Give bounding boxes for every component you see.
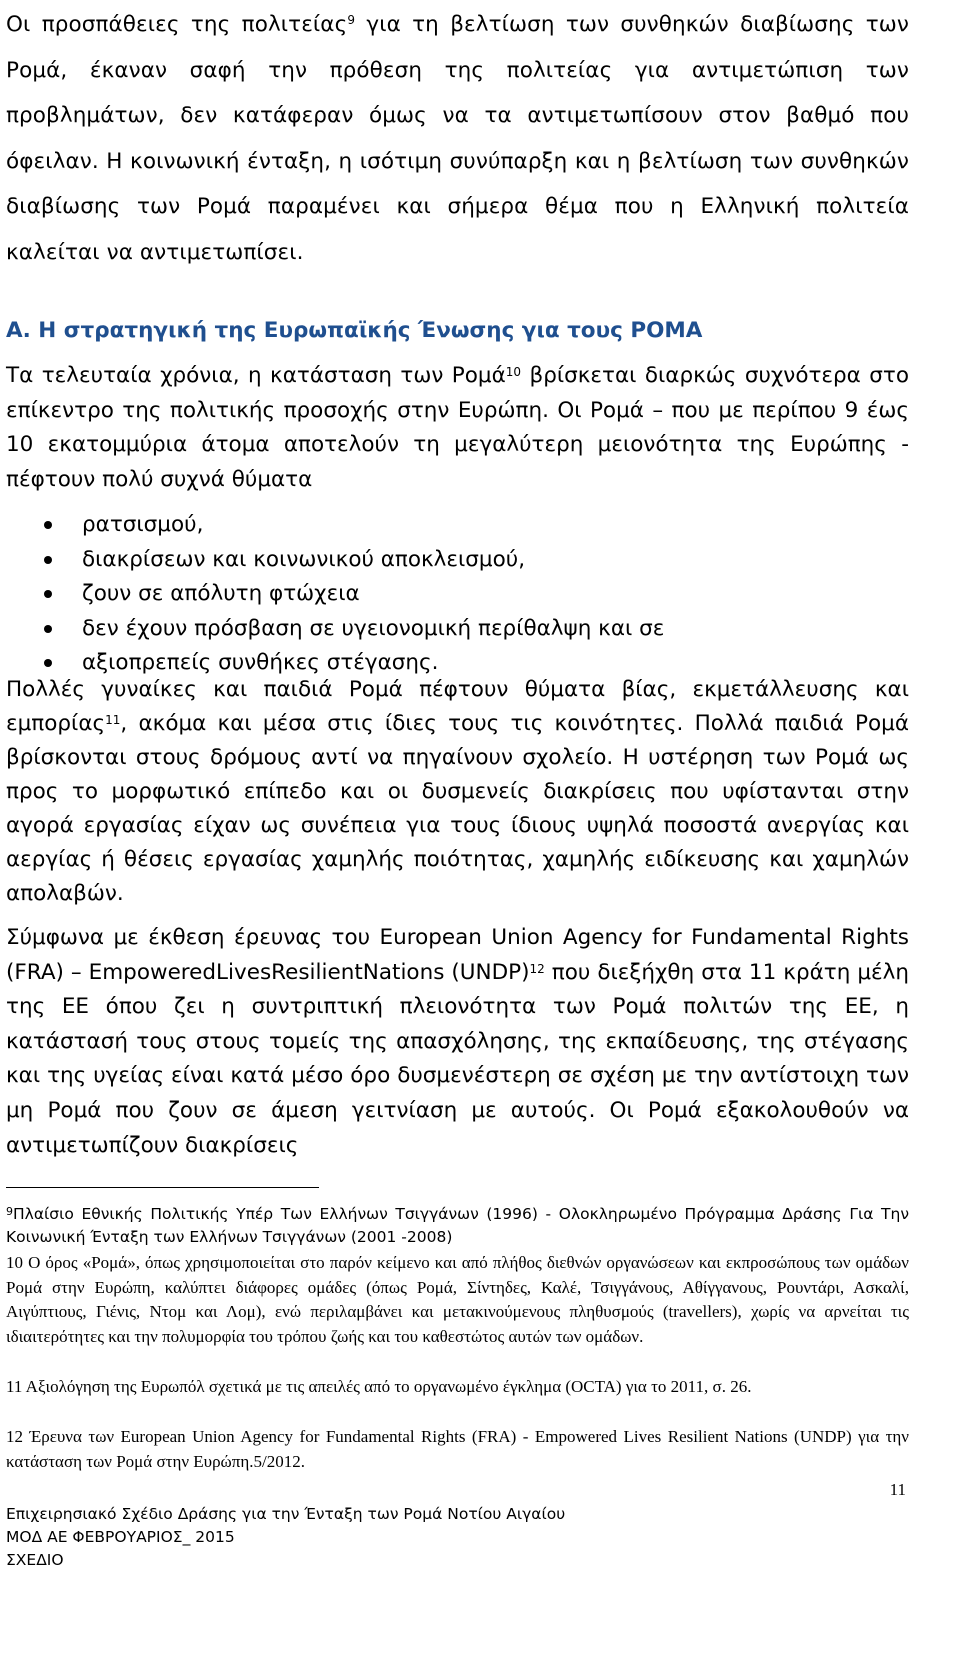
footnote-ref-11[interactable]: 11	[105, 713, 121, 727]
footnote-ref-12[interactable]: 12	[529, 961, 545, 976]
footnote-ref-10[interactable]: 10	[505, 365, 522, 379]
footnote-12: 12 Έρευνα των European Union Agency for Fundamental Rights (FRA) - Empowered Lives Resilient Nations (UNDP) για την κατάσταση των Ρομά στην Ευρώπη.5/2012.	[6, 1427, 909, 1471]
paragraph-fra-survey-text-b: που διεξήχθη στα 11 κράτη μέλη της ΕΕ όπου ζει η συντριπτική πλειονότητα των Ρομά πολιτών της ΕΕ, η κατάστασή τους στους τομείς της απασχόλησης, της εκπαίδευσης, της στέγασης και της υγείας είναι κατά μέσο όρο δυσμενέστερη σε σχέση με την αντίστοιχη των μη Ρομά που ζουν σε άμεση γειτνίαση με αυτούς. Οι Ρομά εξακολουθούν να αντιμετωπίζουν διακρίσεις	[6, 959, 909, 1158]
footnote-ref-9[interactable]: 9	[347, 13, 356, 27]
victim-bullet-list	[6, 508, 909, 681]
footnote-separator	[6, 1187, 319, 1188]
bullet-dot-icon	[44, 521, 52, 529]
paragraph-intro-text-b: για τη βελτίωση των συνθηκών διαβίωσης των Ρομά, έκαναν σαφή την πρόθεση της πολιτείας για αντιμετώπιση των προβλημάτων, δεν κατάφεραν όμως να τα αντιμετωπίσουν στον βαθμό που όφειλαν. Η κοινωνική ένταξη, η ισότιμη συνύπαρξη και η βελτίωση των συνθηκών διαβίωσης των Ρομά παραμένει και σήμερα θέμα που η Ελληνική πολιτεία καλείται να αντιμετωπίσει.	[6, 12, 909, 265]
paragraph-women-children-text-b: , ακόμα και μέσα στις ίδιες τους τις κοινότητες. Πολλά παιδιά Ρομά βρίσκονται στους δρόμους αντί να πηγαίνουν σχολείο. Η υστέρηση των Ρομά ως προς το μορφωτικό επίπεδο και οι δυσμενείς διακρίσεις που υφίστανται στην αγορά εργασίας είχαν ως συνέπεια για τους ίδιους υψηλά ποσοστά ανεργίας και αεργίας ή θέσεις εργασίας χαμηλής ποιότητας, χαμηλής ειδίκευσης και χαμηλών απολαβών.	[6, 711, 909, 906]
list-item	[6, 508, 909, 543]
paragraph-fra-survey	[6, 921, 909, 1163]
footnote-9-marker: 9	[6, 1205, 13, 1218]
section-heading: Α. Η στρατηγική της Ευρωπαϊκής Ένωσης για τους ΡΟΜΑ	[6, 318, 703, 343]
list-item-text: ρατσισμού,	[82, 512, 204, 537]
bullet-dot-icon	[44, 590, 52, 598]
list-item-text: δεν έχουν πρόσβαση σε υγειονομική περίθαλψη και σε	[82, 615, 665, 641]
paragraph-intro	[6, 2, 909, 276]
footer-line-title: Επιχειρησιακό Σχέδιο Δράσης για την Ένταξη των Ρομά Νοτίου Αιγαίου	[6, 1505, 566, 1523]
paragraph-eu-strategy-text-b: βρίσκεται διαρκώς συχνότερα στο επίκεντρο της πολιτικής προσοχής στην Ευρώπη. Οι Ρομά – που με περίπου 9 έως 10 εκατομμύρια άτομα αποτελούν τη μεγαλύτερη μειονότητα της Ευρώπης - πέφτουν πολύ συχνά θύματα	[6, 363, 910, 492]
footer-line-status: ΣΧΕΔΙΟ	[6, 1551, 64, 1569]
paragraph-women-children	[6, 673, 909, 911]
footnote-10: 10 Ο όρος «Ρομά», όπως χρησιμοποιείται στο παρόν κείμενο και από πλήθος διεθνών οργανώσεων και εκπροσώπους των ομάδων Ρομά στην Ευρώπη, καλύπτει διάφορες ομάδες (όπως Ρομά, Σίντηδες, Καλέ, Τσιγγάνους, Αθίγγανους, Ρουντάρι, Ασκαλί, Αιγύπτιους, Γιένις, Ντομ και Λομ), ενώ περιλαμβάνει και μετακινούμενους πληθυσμούς (travellers), χωρίς να αρνείται τις ιδιαιτερότητες και την πολυμορφία του τρόπου ζωής και του καθεστώτος αυτών των ομάδων.	[6, 1253, 909, 1346]
footer-line-date: ΜΟΔ ΑΕ ΦΕΒΡΟΥΑΡΙΟΣ_ 2015	[6, 1528, 235, 1546]
list-item-text: διακρίσεων και κοινωνικού αποκλεισμού,	[82, 546, 526, 572]
list-item-text: ζουν σε απόλυτη φτώχεια	[82, 581, 360, 607]
paragraph-intro-text-a: Οι προσπάθειες της πολιτείας	[6, 12, 348, 37]
footnote-11: 11 Αξιολόγηση της Ευρωπόλ σχετικά με τις απειλές από το οργανωμένο έγκλημα (OCTA) για το 2011, σ. 26.	[6, 1377, 752, 1396]
paragraph-women-children-text-a: Πολλές γυναίκες και παιδιά Ρομά πέφτουν θύματα βίας, εκμετάλλευσης και εμπορίας	[6, 677, 909, 736]
list-item	[6, 543, 909, 578]
bullet-dot-icon	[44, 659, 52, 667]
list-item-text: αξιοπρεπείς συνθήκες στέγασης.	[82, 650, 439, 676]
footnote-9	[6, 1203, 909, 1249]
footnote-9-text: Πλαίσιο Εθνικής Πολιτικής Υπέρ Των Ελλήνων Τσιγγάνων (1996) - Ολοκληρωμένο Πρόγραμμα Δράσης Για Την Κοινωνική Ένταξη των Ελλήνων Τσιγγάνων (2001 -2008)	[6, 1205, 909, 1246]
paragraph-fra-survey-text-a: Σύμφωνα με έκθεση έρευνας του European Union Agency for Fundamental Rights (FRA) – EmpoweredLivesResilientNations (UNDP)	[6, 925, 909, 985]
page-number: 11	[889, 1480, 906, 1499]
bullet-dot-icon	[44, 625, 52, 633]
bullet-dot-icon	[44, 556, 52, 564]
paragraph-eu-strategy	[6, 359, 909, 497]
paragraph-eu-strategy-text-a: Τα τελευταία χρόνια, η κατάσταση των Ρομά	[6, 363, 506, 388]
list-item	[6, 612, 909, 647]
page-footer	[6, 1503, 706, 1572]
list-item	[6, 577, 909, 612]
